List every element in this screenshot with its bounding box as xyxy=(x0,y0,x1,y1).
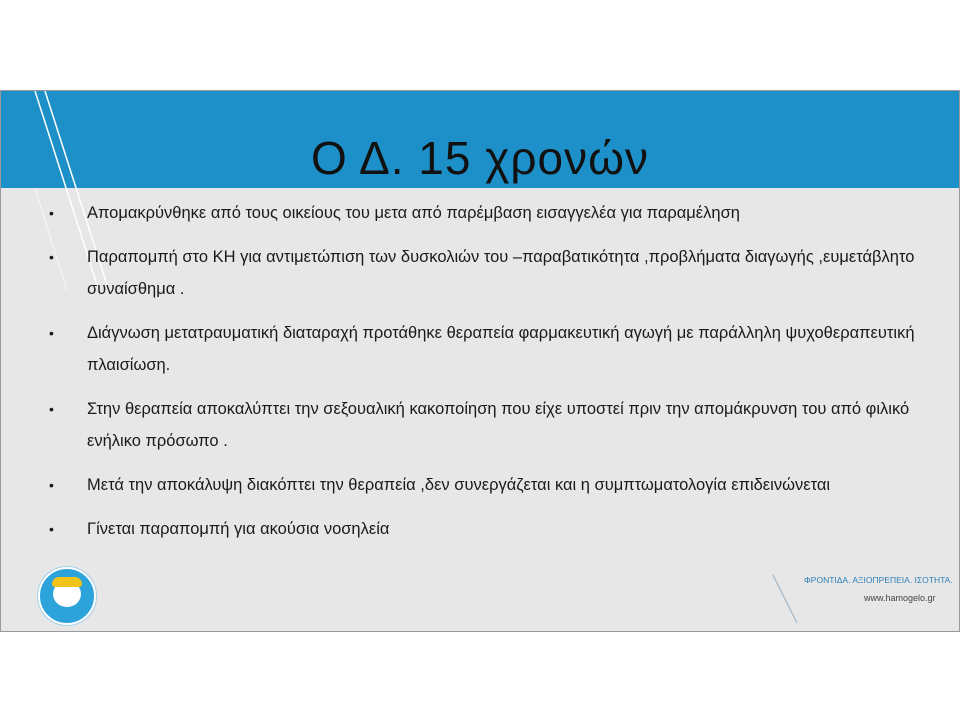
bullet-text: Διάγνωση μετατραυματική διαταραχή προτάθηκε θεραπεία φαρμακευτική αγωγή με παράλληλη ψυχοθεραπευτική πλαισίωση. xyxy=(87,324,915,374)
bullet-dot: • xyxy=(49,477,54,493)
bullet-dot: • xyxy=(49,521,54,537)
bullet-dot: • xyxy=(49,401,54,417)
bullet-item xyxy=(49,469,949,501)
bullet-text: Στην θεραπεία αποκαλύπτει την σεξουαλική κακοποίηση που είχε υποστεί πριν την απομάκρυνση του από φιλικό ενήλικο πρόσωπο . xyxy=(87,400,910,450)
bullet-text: Παραπομπή στο ΚΗ για αντιμετώπιση των δυσκολιών του –παραβατικότητα ,προβλήματα διαγωγής ,ευμετάβλητο συναίσθημα . xyxy=(87,248,915,298)
bullet-item xyxy=(49,513,949,545)
bullet-item xyxy=(49,197,949,229)
bullet-item xyxy=(49,393,949,457)
bullet-dot: • xyxy=(49,205,54,221)
footer-url: www.hamogelo.gr xyxy=(864,593,936,603)
bullet-dot: • xyxy=(49,249,54,265)
brand-slash-icon xyxy=(771,575,801,625)
slide xyxy=(0,90,960,632)
logo-hair-icon xyxy=(52,577,82,587)
bullet-text: Μετά την αποκάλυψη διακόπτει την θεραπεία ,δεν συνεργάζεται και η συμπτωματολογία επιδεινώνεται xyxy=(87,476,831,494)
bullet-text: Απομακρύνθηκε από τους οικείους του μετα από παρέμβαση εισαγγελέα για παραμέληση xyxy=(87,204,740,222)
bullet-list xyxy=(49,197,949,557)
bullet-text: Γίνεται παραπομπή για ακούσια νοσηλεία xyxy=(87,520,390,538)
footer-motto: ΦΡΟΝΤΙΔΑ. ΑΞΙΟΠΡΕΠΕΙΑ. ΙΣΟΤΗΤΑ. xyxy=(804,575,953,585)
bullet-item xyxy=(49,317,949,381)
bullet-dot: • xyxy=(49,325,54,341)
slide-title: Ο Δ. 15 χρονών xyxy=(310,132,650,184)
smile-child-logo-icon xyxy=(38,567,96,625)
bullet-item xyxy=(49,241,949,305)
